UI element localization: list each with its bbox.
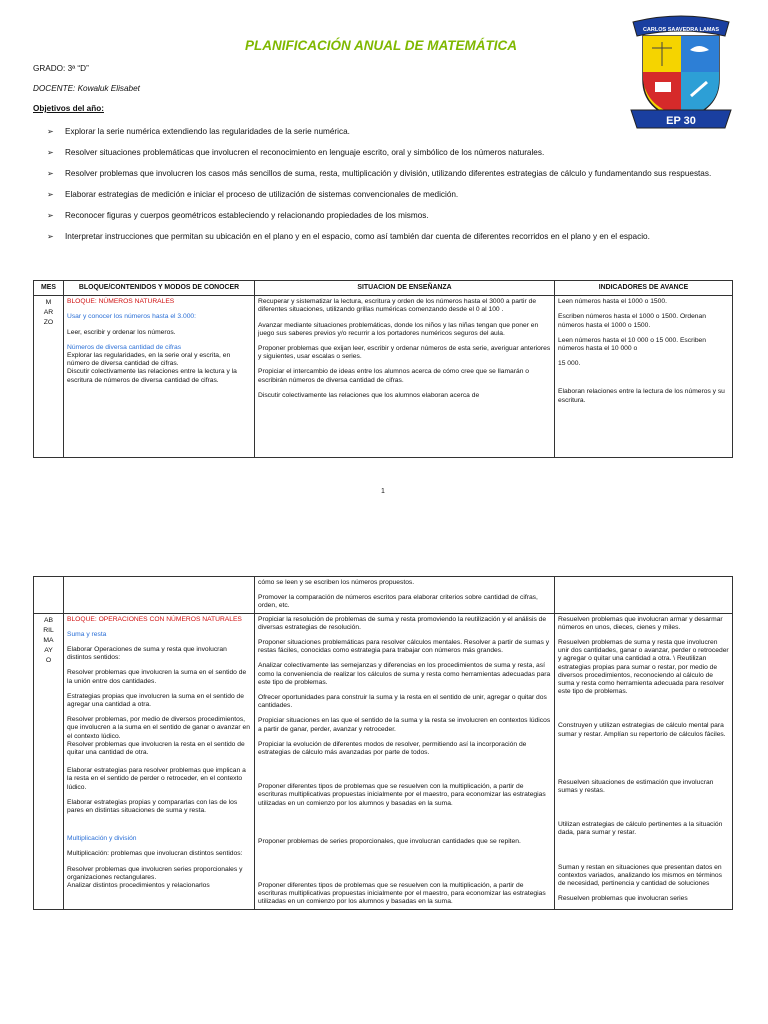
- objective-item: ➢ Resolver problemas que involucren los casos más sencillos de suma, resta, multiplicación y división, utilizando diferentes estrategias de cálculo y fundamentando sus respuestas.: [47, 168, 737, 180]
- block-title: BLOQUE: NÚMEROS NATURALES: [67, 298, 175, 306]
- teaching-cell: cómo se leen y se escriben los números propuestos. Promover la comparación de números escritos para elaborar criterios sobre cantidad de cifras, orden, etc.: [255, 577, 555, 614]
- teaching-cell: Recuperar y sistematizar la lectura, escritura y orden de los números hasta el 3000 a partir de diferentes situaciones, utilizando grillas numéricas comenzando desde el 0 al 100 . Avanzar mediante situaciones problemáticas, donde los niños y las niñas tengan que poner en juego sus saberes previos y/o recurrir a los portadores numéricos seguros del aula. Proponer problemas que exijan leer, escribir y ordenar números de esta serie, averiguar anteriores y siguientes, usar escalas o series. Propiciar el intercambio de ideas entre los alumnos acerca de cómo cree que se llamarán o escribirán números de diversa cantidad de cifras. Discutir colectivamente las relaciones que los alumnos elaboran acerca de: [255, 296, 555, 458]
- page-2: [0, 576, 768, 1024]
- subtopic: Usar y conocer los números hasta el 3.000:: [67, 313, 196, 321]
- header-content: BLOQUE/CONTENIDOS Y MODOS DE CONOCER: [64, 281, 255, 296]
- subtopic: Suma y resta: [67, 630, 107, 638]
- content-cell: BLOQUE: OPERACIONES CON NÚMEROS NATURALES Suma y resta Elaborar Operaciones de suma y resta que involucran distintos sentidos: Resolver problemas que involucren la suma en el sentido de la unión entre dos cantidades. Estrategias propias que involucren la suma en el sentido de agregar una cantidad a otra. Resolver problemas, por medio de diversos procedimientos, que involucren a la suma en el sentido de ganar o avanzar en el contexto lúdico. Resolver problemas que involucren la resta en el sentido de quitar una cantidad de otra. Elaborar estrategias para resolver problemas que implican a la resta en el sentido de perder o retroceder, en el contexto lúdico. Elaborar estrategias propias y compararlas con las de los pares en distintas situaciones de suma y resta. Multiplicación y división Multiplicación: problemas que involucran distintos sentidos: Resolver problemas que involucren series proporcionales y organizaciones rectangulares. Analizar distintos procedimientos y relacionarlos: [64, 613, 255, 909]
- subtopic: Números de diversa cantidad de cifras: [67, 343, 182, 351]
- crest-ep-text: EP 30: [666, 115, 696, 127]
- page-number: 1: [381, 488, 385, 495]
- page-separator: [0, 520, 768, 576]
- teacher-label: DOCENTE: Kowaluk Elisabet: [33, 84, 140, 93]
- objective-item: ➢ Resolver situaciones problemáticas que involucren el reconocimiento en lenguaje escrito, oral y simbólico de los números naturales.: [47, 147, 737, 159]
- indicator-cell: Resuelven problemas que involucran armar y desarmar números en unos, dieces, cienes y miles. Resuelven problemas de suma y resta que involucren unir dos cantidades, ganar o avanzar, perder o retroceder y agregar o quitar una cantidad a otra. \ Reutilizan estrategias propias para sumar o restar, por medio de diversos procedimientos, reconociendo al cálculo de suma y resta como herramienta adecuada para resolver este tipo de problemas. Construyen y utilizan estrategias de cálculo mental para sumar y restar. Amplían su repertorio de cálculos fáciles. Resuelven situaciones de estimación que involucran sumas y restas. Utilizan estrategias de cálculo pertinentes a la situación dada, para sumar y restar. Suman y restan en situaciones que presentan datos en contextos variados, analizando los mismos en términos de necesidad, pertinencia y cantidad de soluciones Resuelven problemas que involucran series: [555, 613, 733, 909]
- header-indicators: INDICADORES DE AVANCE: [555, 281, 733, 296]
- header-month: MES: [34, 281, 64, 296]
- document-title: PLANIFICACIÓN ANUAL DE MATEMÁTICA: [245, 38, 517, 53]
- subtopic: Multiplicación y división: [67, 835, 137, 843]
- block-title: BLOQUE: OPERACIONES CON NÚMEROS NATURALES: [67, 615, 242, 623]
- objective-item: ➢ Interpretar instrucciones que permitan su ubicación en el plano y en el espacio, como así también dar cuenta de diferentes recorridos en el plano y en el espacio.: [47, 231, 737, 243]
- school-crest-logo: [627, 14, 735, 132]
- indicator-cell: Leen números hasta el 1000 o 1500. Escriben números hasta el 1000 o 1500. Ordenan números hasta el 1000 o 1500. Leen números hasta el 10 000 o 15 000. Escriben números hasta el 10 000 o 15 000. Elaboran relaciones entre la lectura de los números y su escritura.: [555, 296, 733, 458]
- header-teaching: SITUACION DE ENSEÑANZA: [255, 281, 555, 296]
- objectives-list: [47, 126, 737, 252]
- planning-table-page-1: [33, 280, 733, 458]
- objectives-heading: Objetivos del año:: [33, 104, 104, 113]
- grade-label: GRADO: 3ª “D”: [33, 64, 89, 73]
- crest-banner-text: CARLOS SAAVEDRA LAMAS: [642, 27, 720, 33]
- month-cell: AB RIL MA AY O: [34, 613, 64, 909]
- content-cell: BLOQUE: NÚMEROS NATURALES Usar y conocer los números hasta el 3.000: Leer, escribir y ordenar los números. Números de diversa cantidad de cifras Explorar las regularidades, en la serie oral y escrita, en número de diversa cantidad de cifras. Discutir colectivamente las relaciones entre la lectura y la escritura de números de diversa cantidad de cifras.: [64, 296, 255, 458]
- month-cell: M AR ZO: [34, 296, 64, 458]
- planning-table-page-2: [33, 576, 733, 910]
- objective-item: ➢ Elaborar estrategias de medición e iniciar el proceso de utilización de sistemas convencionales de medición.: [47, 189, 737, 201]
- objective-item: ➢ Reconocer figuras y cuerpos geométricos estableciendo y relacionando propiedades de los mismos.: [47, 210, 737, 222]
- teaching-cell: Propiciar la resolución de problemas de suma y resta promoviendo la reutilización y el análisis de diversas estrategias de resolución. Proponer situaciones problemáticas para resolver cálculos mentales. Resolver a partir de sumas y restas fáciles, conocidas como estrategia para trabajar con números más grandes. Analizar colectivamente las semejanzas y diferencias en los procedimientos de suma y resta, así como la conveniencia de realizar los cálculos de suma y resta como herramientas adecuadas para este tipo de problemas. Ofrecer oportunidades para construir la suma y la resta en el sentido de unir, agregar o quitar dos cantidades. Propiciar situaciones en las que el sentido de la suma y la resta se involucren en contextos lúdicos a partir de ganar, perder, avanzar y retroceder. Propiciar la evolución de diferentes modos de resolver, permitiendo así la incorporación de estrategias de cálculo más avanzadas por parte de todos. Proponer diferentes tipos de problemas que se resuelven con la multiplicación, a partir de escrituras multiplicativas propuestas inicialmente por el maestro, para economizar las estrategias utilizadas en un comienzo por los alumnos y basadas en la suma. Proponer problemas de series proporcionales, que involucran cantidades que se repiten. Proponer diferentes tipos de problemas que se resuelven con la multiplicación, a partir de escrituras multiplicativas propuestas inicialmente por el maestro, para economizar las estrategias utilizadas en un comienzo por los alumnos y basadas en la suma.: [255, 613, 555, 909]
- objective-item: ➢ Explorar la serie numérica extendiendo las regularidades de la serie numérica.: [47, 126, 737, 138]
